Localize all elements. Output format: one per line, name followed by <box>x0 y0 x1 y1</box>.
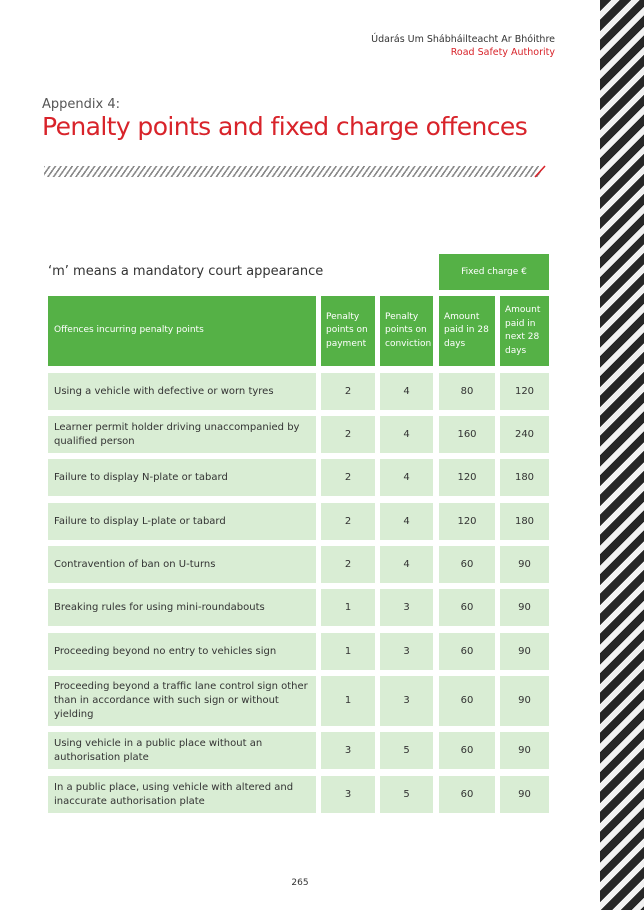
mandatory-note: ‘m’ means a mandatory court appearance <box>48 264 324 279</box>
page-title: Penalty points and fixed charge offences <box>42 112 528 141</box>
points-conviction-cell: 5 <box>380 732 433 769</box>
points-conviction-cell: 4 <box>380 546 433 583</box>
hatch-accent <box>533 164 547 178</box>
amount-28-cell: 60 <box>439 633 495 670</box>
offence-cell: Contravention of ban on U-turns <box>48 546 316 583</box>
org-name-english: Road Safety Authority <box>450 47 555 58</box>
amount-28-cell: 60 <box>439 676 495 726</box>
points-conviction-cell: 4 <box>380 373 433 410</box>
points-payment-cell: 3 <box>321 732 375 769</box>
points-conviction-cell: 3 <box>380 589 433 626</box>
offence-cell: Using vehicle in a public place without an authorisation plate <box>48 732 316 769</box>
amount-28-cell: 60 <box>439 546 495 583</box>
points-payment-cell: 2 <box>321 503 375 540</box>
points-payment-cell: 1 <box>321 589 375 626</box>
amount-28-cell: 120 <box>439 459 495 496</box>
offence-cell: Proceeding beyond a traffic lane control sign other than in accordance with such sign or without yielding <box>48 676 316 726</box>
amount-next-28-cell: 180 <box>500 459 549 496</box>
offence-cell: In a public place, using vehicle with altered and inaccurate authorisation plate <box>48 776 316 813</box>
amount-next-28-cell: 90 <box>500 633 549 670</box>
amount-28-cell: 60 <box>439 732 495 769</box>
points-conviction-cell: 3 <box>380 633 433 670</box>
appendix-label: Appendix 4: <box>42 97 120 112</box>
org-name-irish: Údarás Um Shábháilteacht Ar Bhóithre <box>371 34 555 45</box>
amount-next-28-cell: 240 <box>500 416 549 453</box>
amount-next-28-cell: 90 <box>500 776 549 813</box>
points-payment-cell: 1 <box>321 633 375 670</box>
amount-28-cell: 120 <box>439 503 495 540</box>
offence-cell: Proceeding beyond no entry to vehicles sign <box>48 633 316 670</box>
col-header-amount-28: Amount paid in 28 days <box>439 296 495 366</box>
points-conviction-cell: 4 <box>380 416 433 453</box>
points-payment-cell: 2 <box>321 416 375 453</box>
amount-next-28-cell: 90 <box>500 676 549 726</box>
points-payment-cell: 3 <box>321 776 375 813</box>
amount-28-cell: 60 <box>439 589 495 626</box>
points-conviction-cell: 4 <box>380 503 433 540</box>
offence-cell: Breaking rules for using mini-roundabouts <box>48 589 316 626</box>
amount-next-28-cell: 90 <box>500 732 549 769</box>
points-conviction-cell: 5 <box>380 776 433 813</box>
amount-28-cell: 160 <box>439 416 495 453</box>
points-payment-cell: 2 <box>321 459 375 496</box>
points-conviction-cell: 4 <box>380 459 433 496</box>
amount-next-28-cell: 90 <box>500 546 549 583</box>
amount-next-28-cell: 90 <box>500 589 549 626</box>
offence-cell: Using a vehicle with defective or worn tyres <box>48 373 316 410</box>
points-payment-cell: 1 <box>321 676 375 726</box>
points-payment-cell: 2 <box>321 373 375 410</box>
amount-28-cell: 80 <box>439 373 495 410</box>
offence-cell: Learner permit holder driving unaccompanied by qualified person <box>48 416 316 453</box>
fixed-charge-header: Fixed charge € <box>439 254 549 290</box>
col-header-points-payment: Penalty points on payment <box>321 296 375 366</box>
hatch-divider <box>44 166 541 177</box>
col-header-amount-next-28: Amount paid in next 28 days <box>500 296 549 366</box>
col-header-offences: Offences incurring penalty points <box>48 296 316 366</box>
offence-cell: Failure to display L-plate or tabard <box>48 503 316 540</box>
col-header-points-conviction: Penalty points on conviction <box>380 296 433 366</box>
offence-cell: Failure to display N-plate or tabard <box>48 459 316 496</box>
amount-next-28-cell: 120 <box>500 373 549 410</box>
amount-28-cell: 60 <box>439 776 495 813</box>
decorative-stripe-bar <box>600 0 644 910</box>
amount-next-28-cell: 180 <box>500 503 549 540</box>
page-number: 265 <box>291 878 309 888</box>
points-payment-cell: 2 <box>321 546 375 583</box>
points-conviction-cell: 3 <box>380 676 433 726</box>
